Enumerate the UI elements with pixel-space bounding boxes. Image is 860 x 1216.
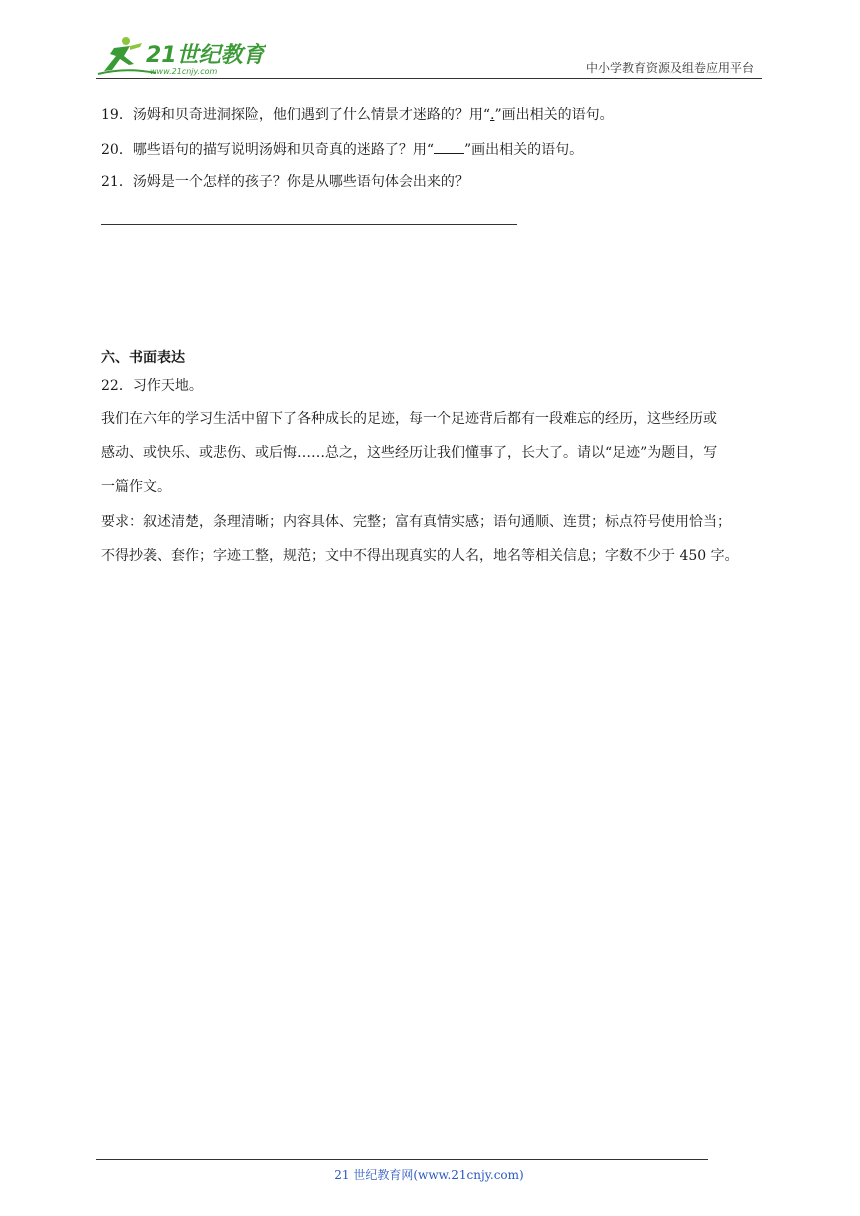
- question-19-prefix: 19．汤姆和贝奇进洞探险，他们遇到了什么情景才迷路的？用“: [101, 107, 490, 123]
- requirements-line-2: 不得抄袭、套作；字迹工整，规范；文中不得出现真实的人名，地名等相关信息；字数不少于 450 字。: [101, 548, 739, 564]
- prompt-line-1: 我们在六年的学习生活中留下了各种成长的足迹，每一个足迹背后都有一段难忘的经历，这些经历或: [101, 411, 717, 427]
- requirements-line-1: 要求：叙述清楚，条理清晰；内容具体、完整；富有真情实感；语句通顺、连贯；标点符号使用恰当；: [101, 514, 731, 530]
- question-19-mark: .: [489, 107, 495, 123]
- question-20: [101, 141, 583, 159]
- 21cnjy-logo: [96, 34, 266, 78]
- footer-text[interactable]: 21 世纪教育网(www.21cnjy.com): [334, 1168, 524, 1182]
- question-19-suffix: ”画出相关的语句。: [494, 107, 614, 123]
- prompt-line-3: 一篇作文。: [101, 479, 171, 495]
- page-header: [96, 30, 762, 79]
- prompt-line-2: 感动、或快乐、或悲伤、或后悔……总之，这些经历让我们懂事了，长大了。请以“足迹”为题目，写: [101, 445, 718, 461]
- question-19: [101, 106, 614, 124]
- question-20-prefix: 20．哪些语句的描写说明汤姆和贝奇真的迷路了？用“: [101, 142, 434, 158]
- question-22: 22．习作天地。: [101, 378, 203, 394]
- footer-divider: [96, 1159, 708, 1160]
- question-21: 21．汤姆是一个怎样的孩子？你是从哪些语句体会出来的？: [101, 174, 469, 190]
- logo-title: 21世纪教育: [146, 43, 265, 68]
- platform-label: 中小学教育资源及组卷应用平台: [585, 61, 754, 75]
- logo-url: www.21cnjy.com: [150, 67, 218, 76]
- section-title: 六、书面表达: [101, 350, 185, 366]
- answer-line: [101, 224, 517, 225]
- question-20-underline-sample: [434, 141, 464, 154]
- question-20-suffix: ”画出相关的语句。: [463, 142, 584, 158]
